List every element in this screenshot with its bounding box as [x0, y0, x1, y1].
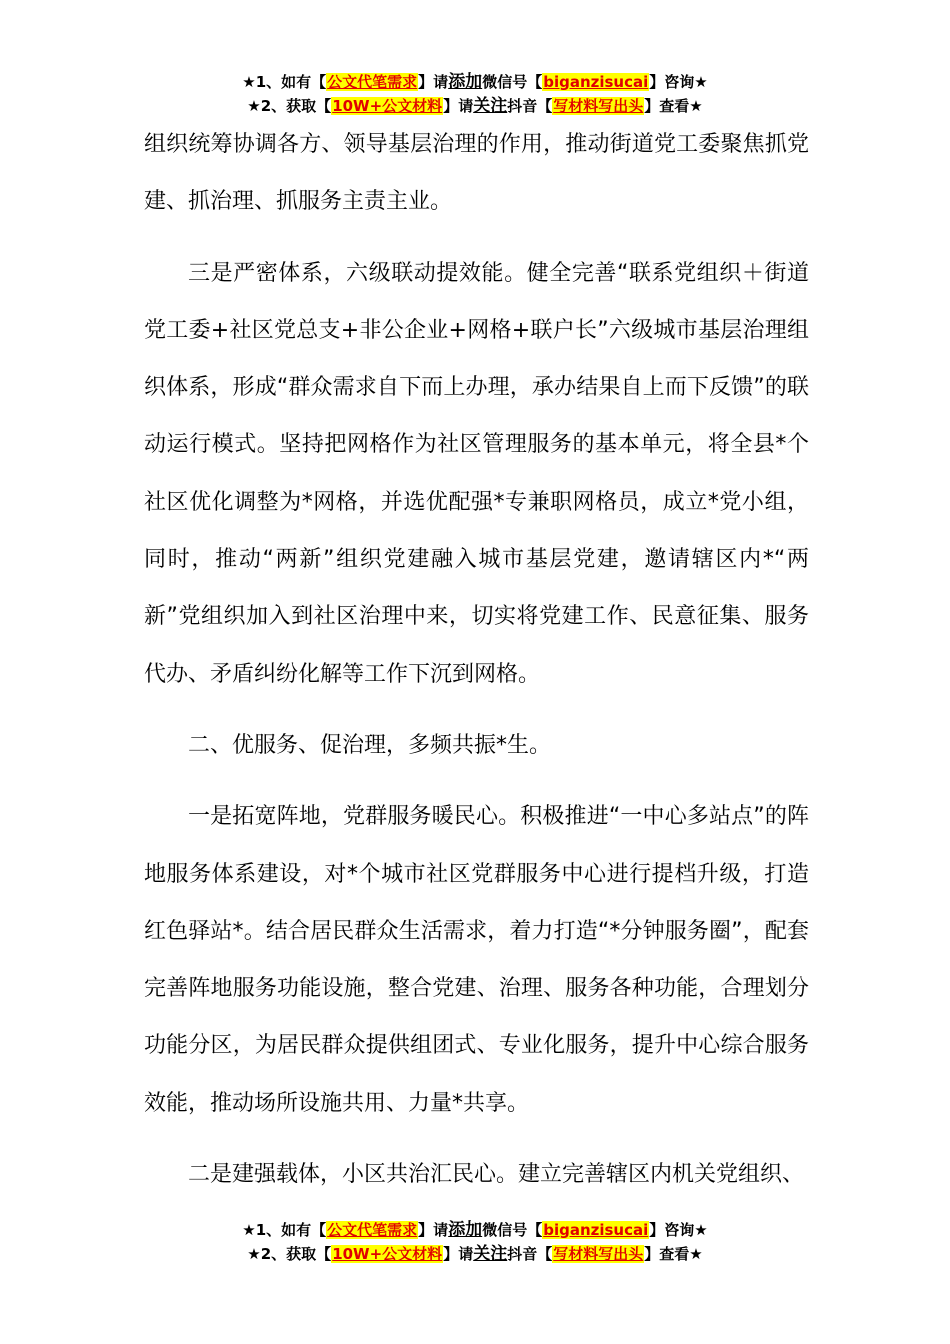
banner-line-2: [0, 1242, 950, 1266]
section-heading: 二、优服务、促治理，多频共振*生。: [188, 732, 552, 758]
banner-text: 微信号【: [482, 73, 543, 91]
banner-line-1: [0, 70, 950, 94]
highlight-materials: 10W+公文材料: [332, 1245, 443, 1263]
highlight-service: 公文代笔需求: [327, 1221, 418, 1239]
banner-text: 】请: [443, 97, 474, 115]
footer-banner: [0, 1218, 950, 1266]
highlight-materials: 10W+公文材料: [332, 97, 443, 115]
highlight-douyin-account: 写材料写出头: [553, 1245, 644, 1263]
banner-text: 】咨询★: [649, 73, 708, 91]
banner-emphasis: 关注: [473, 1244, 508, 1264]
document-body: [144, 116, 809, 1203]
banner-text: 】请: [418, 73, 449, 91]
banner-text: 】咨询★: [649, 1221, 708, 1239]
highlight-wechat-id: biganzisucai: [543, 1221, 649, 1239]
highlight-douyin-account: 写材料写出头: [553, 97, 644, 115]
paragraph-system: 三是严密体系，六级联动提效能。健全完善“联系党组织＋街道党工委+社区党总支+非公企业+网格+联户长”六级城市基层治理组织体系，形成“群众需求自下而上办理，承办结果自上而下反馈”的联动运行模式。坚持把网格作为社区管理服务的基本单元，将全县*个社区优化调整为*网格，并选优配强*专兼职网格员，成立*党小组，同时，推动“两新”组织党建融入城市基层党建，邀请辖区内*“两新”党组织加入到社区治理中来，切实将党建工作、民意征集、服务代办、矛盾纠纷化解等工作下沉到网格。: [144, 260, 809, 687]
paragraph-position: 一是拓宽阵地，党群服务暖民心。积极推进“一中心多站点”的阵地服务体系建设，对*个城市社区党群服务中心进行提档升级，打造红色驿站*。结合居民群众生活需求，着力打造“*分钟服务圈”，配套完善阵地服务功能设施，整合党建、治理、服务各种功能，合理划分功能分区，为居民群众提供组团式、专业化服务，提升中心综合服务效能，推动场所设施共用、力量*共享。: [144, 804, 809, 1116]
header-banner: [0, 70, 950, 118]
banner-text: ★1、如有【: [242, 1221, 327, 1239]
banner-line-1: [0, 1218, 950, 1242]
banner-text: 抖音【: [507, 1245, 553, 1263]
banner-text: 】查看★: [644, 97, 703, 115]
banner-text: 】请: [443, 1245, 474, 1263]
highlight-service: 公文代笔需求: [327, 73, 418, 91]
banner-text: 】查看★: [644, 1245, 703, 1263]
banner-text: 】请: [418, 1221, 449, 1239]
banner-line-2: [0, 94, 950, 118]
highlight-wechat-id: biganzisucai: [543, 73, 649, 91]
paragraph-carrier: 二是建强载体，小区共治汇民心。建立完善辖区内机关党组织、: [188, 1162, 805, 1188]
banner-emphasis: 关注: [473, 96, 508, 116]
paragraph-continuation: 组织统筹协调各方、领导基层治理的作用，推动街道党工委聚焦抓党建、抓治理、抓服务主责主业。: [144, 132, 809, 215]
banner-text: 微信号【: [482, 1221, 543, 1239]
banner-text: ★1、如有【: [242, 73, 327, 91]
banner-emphasis: 添加: [448, 1220, 483, 1240]
banner-text: ★2、获取【: [247, 97, 332, 115]
banner-emphasis: 添加: [448, 72, 483, 92]
banner-text: 抖音【: [507, 97, 553, 115]
banner-text: ★2、获取【: [247, 1245, 332, 1263]
